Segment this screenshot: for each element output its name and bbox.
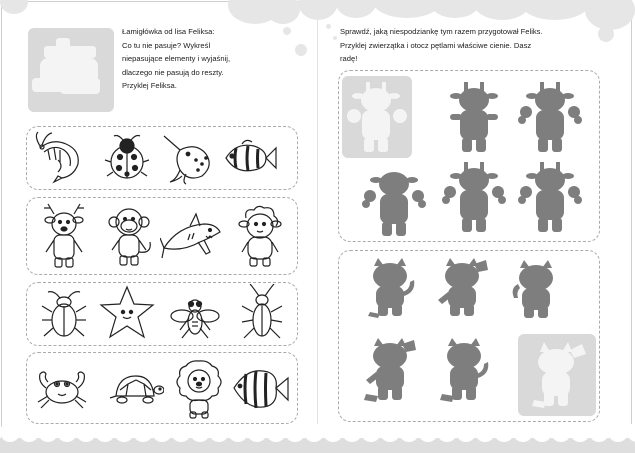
- giraffe-shadow-5[interactable]: [516, 156, 586, 240]
- cat-shadow-5[interactable]: [434, 336, 494, 406]
- lion-icon[interactable]: [172, 358, 226, 420]
- starfish-icon[interactable]: [98, 284, 156, 342]
- sheep-icon[interactable]: [232, 204, 288, 270]
- angelfish-icon[interactable]: [230, 364, 290, 414]
- giraffe-shadow-4[interactable]: [440, 156, 510, 240]
- instruction-line: Co tu nie pasuje? Wykreśl: [122, 40, 211, 50]
- right-instructions: [340, 25, 543, 66]
- narwhal-icon[interactable]: [162, 130, 220, 186]
- bottom-scallop-decoration: [0, 424, 635, 453]
- giraffe-silhouette-icon: [342, 76, 412, 158]
- left-instructions: [122, 25, 230, 93]
- cat-shadow-2[interactable]: [432, 256, 492, 322]
- crab-icon[interactable]: [32, 360, 92, 416]
- clownfish-icon[interactable]: [220, 136, 278, 180]
- ladybug-icon[interactable]: [100, 132, 154, 184]
- sticker-placeholder-cat[interactable]: [518, 334, 596, 416]
- sticker-placeholder-feliks[interactable]: [28, 28, 114, 112]
- fly-icon[interactable]: [168, 288, 222, 342]
- beetle-icon[interactable]: [38, 286, 90, 342]
- instruction-line: Przyklej zwierzątka i otocz pętlami właściwe cienie. Dasz: [340, 40, 532, 50]
- book-spine: [317, 0, 318, 453]
- instruction-line: Przyklej Feliksa.: [122, 81, 177, 90]
- bug-icon[interactable]: [236, 284, 288, 342]
- cat-shadow-3[interactable]: [508, 258, 564, 322]
- instruction-line: Łamigłówka od lisa Feliksa:: [122, 27, 215, 36]
- giraffe-shadow-1[interactable]: [440, 76, 510, 158]
- deer-icon[interactable]: [36, 200, 92, 272]
- instruction-line: niepasujące elementy i wyjaśnij,: [122, 54, 231, 63]
- instruction-line: radę!: [340, 54, 358, 63]
- turtle-icon[interactable]: [104, 366, 164, 410]
- cat-shadow-4[interactable]: [360, 336, 420, 406]
- monkey-icon[interactable]: [102, 202, 156, 272]
- feliks-silhouette-icon: [28, 28, 114, 112]
- shark-icon[interactable]: [160, 208, 224, 266]
- giraffe-shadow-3[interactable]: [360, 160, 430, 242]
- shrimp-icon[interactable]: [32, 130, 94, 186]
- instruction-line: Sprawdź, jaką niespodziankę tym razem przygotował Feliks.: [340, 27, 543, 36]
- cat-shadow-1[interactable]: [360, 256, 420, 322]
- sticker-placeholder-giraffe[interactable]: [342, 76, 412, 158]
- instruction-line: dlaczego nie pasują do reszty.: [122, 67, 224, 77]
- giraffe-shadow-2[interactable]: [516, 76, 586, 158]
- cat-silhouette-icon: [518, 334, 596, 416]
